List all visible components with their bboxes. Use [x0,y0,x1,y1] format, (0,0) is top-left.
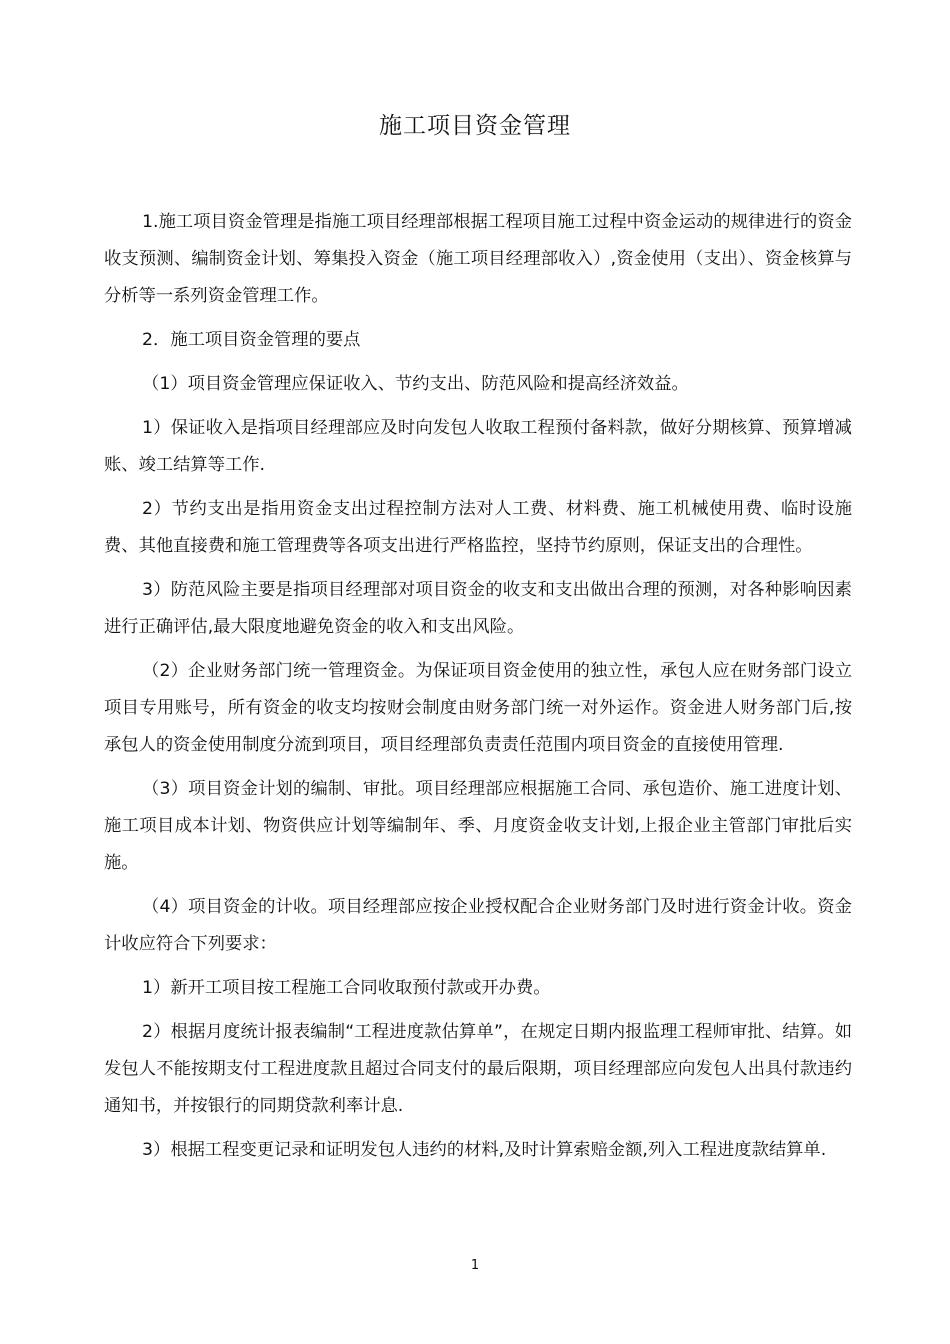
paragraph-12: 3）根据工程变更记录和证明发包人违约的材料,及时计算索赔金额,列入工程进度款结算单. [142,1140,827,1160]
paragraph-8: （3）项目资金计划的编制、审批。项目经理部应根据施工合同、承包造价、施工进度计划、施工项目成本计划、物资供应计划等编制年、季、月度资金收支计划,上报企业主管部门审批后实施。 [104,779,852,873]
paragraph-5: 2）节约支出是指用资金支出过程控制方法对人工费、材料费、施工机械使用费、临时设施费、其他直接费和施工管理费等各项支出进行严格监控，坚持节约原则，保证支出的合理性。 [104,499,852,556]
paragraph-9: （4）项目资金的计收。项目经理部应按企业授权配合企业财务部门及时进行资金计收。资金计收应符合下列要求： [104,897,852,954]
paragraph-7: （2）企业财务部门统一管理资金。为保证项目资金使用的独立性，承包人应在财务部门设立项目专用账号，所有资金的收支均按财会制度由财务部门统一对外运作。资金进人财务部门后,按承包人的资金使用制度分流到项目，项目经理部负责责任范围内项目资金的直接使用管理. [104,661,852,755]
paragraph-11: 2）根据月度统计报表编制“工程进度款估算单”，在规定日期内报监理工程师审批、结算。如发包人不能按期支付工程进度款且超过合同支付的最后限期，项目经理部应向发包人出具付款违约通知书，并按银行的同期贷款利率计息. [104,1022,852,1116]
paragraph-3: （1）项目资金管理应保证收入、节约支出、防范风险和提高经济效益。 [142,374,689,394]
document-body [104,204,852,1169]
document-title: 施工项目资金管理 [379,113,571,139]
paragraph-4: 1）保证收入是指项目经理部应及时向发包人收取工程预付备料款，做好分期核算、预算增减账、竣工结算等工作. [104,418,852,475]
paragraph-2: 2．施工项目资金管理的要点 [142,330,361,350]
paragraph-6: 3）防范风险主要是指项目经理部对项目资金的收支和支出做出合理的预测，对各种影响因素进行正确评估,最大限度地避免资金的收入和支出风险。 [104,580,852,637]
paragraph-10: 1）新开工项目按工程施工合同收取预付款或开办费。 [142,978,551,998]
page-number: 1 [470,1258,480,1273]
paragraph-1: 1.施工项目资金管理是指施工项目经理部根据工程项目施工过程中资金运动的规律进行的资金收支预测、编制资金计划、筹集投入资金（施工项目经理部收入）,资金使用（支出）、资金核算与分析等一系列资金管理工作。 [104,212,852,306]
